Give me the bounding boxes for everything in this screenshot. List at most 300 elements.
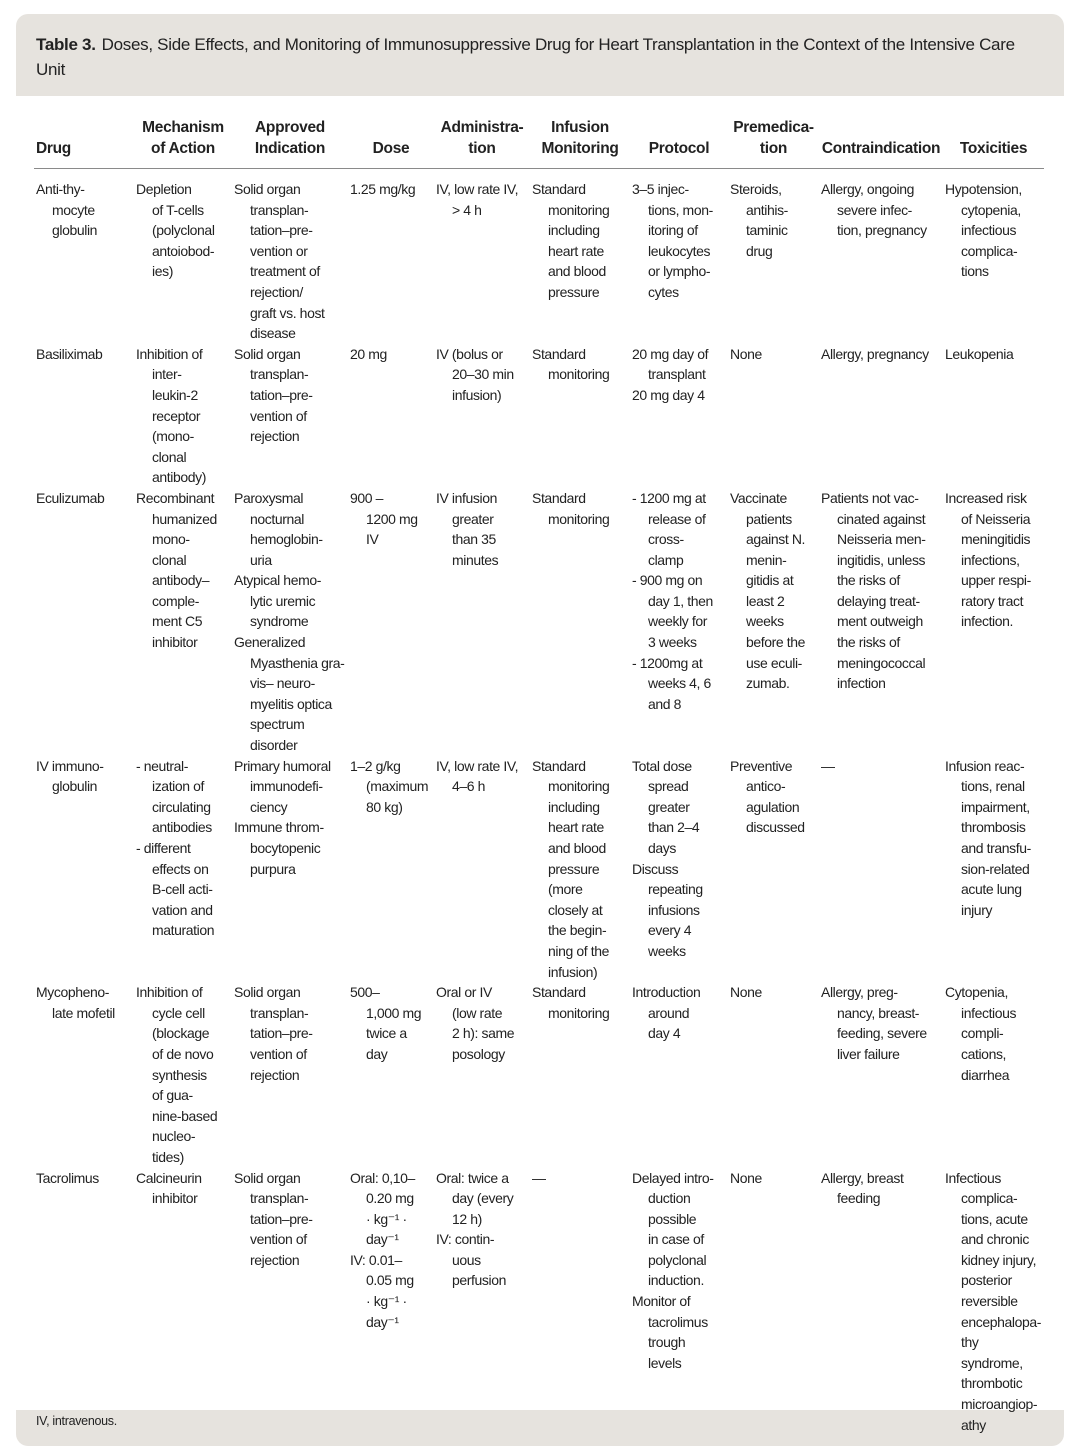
cell-text xyxy=(436,488,527,570)
cell-text xyxy=(532,1168,627,1189)
cell-text xyxy=(350,1168,431,1333)
cell-line: tion, pregnancy xyxy=(837,222,927,239)
cell-drug xyxy=(34,488,134,756)
cell-text xyxy=(730,1168,816,1189)
cell-line: polyclonal xyxy=(648,1251,707,1268)
cell-line: tions, renal xyxy=(961,778,1025,795)
cell-line: 1,000 mg xyxy=(366,1004,422,1021)
cell-drug xyxy=(34,756,134,983)
cell-line: nocturnal xyxy=(250,510,304,527)
cell-line: disorder xyxy=(250,737,298,754)
cell-line: syndrome xyxy=(250,613,309,630)
cell-line: clonal xyxy=(152,551,187,568)
cell-line: Introduction xyxy=(632,984,701,1001)
cell-line: circulating xyxy=(152,798,211,815)
cell-line: drug xyxy=(746,242,773,259)
cell-line: and transfu- xyxy=(961,840,1031,856)
cell-line: — xyxy=(821,757,835,774)
cell-mechanism xyxy=(134,1168,232,1436)
cell-line: posterior xyxy=(961,1272,1012,1289)
cell-line: day (every xyxy=(452,1190,514,1207)
cell-line: Increased risk xyxy=(945,489,1027,506)
cell-toxicities xyxy=(943,169,1044,344)
cell-text xyxy=(36,982,131,1023)
cell-line: tation–pre- xyxy=(250,222,313,239)
cell-text xyxy=(350,756,431,818)
cell-line: infectious xyxy=(961,222,1017,239)
cell-line: IV, low rate IV, xyxy=(436,181,519,197)
cell-text xyxy=(532,179,627,303)
cell-text xyxy=(136,488,229,653)
cell-line: tation–pre- xyxy=(250,386,313,403)
cell-line: 2 h): same xyxy=(452,1025,515,1042)
cell-line: receptor xyxy=(152,407,201,424)
cell-line: (blockage xyxy=(152,1025,210,1042)
cell-text xyxy=(436,1168,527,1292)
cell-line: pressure xyxy=(548,283,600,300)
cell-line: inhibitor xyxy=(152,634,198,651)
cell-premedication xyxy=(728,1168,819,1436)
cell-mechanism xyxy=(134,488,232,756)
cell-line: clamp xyxy=(648,551,684,568)
cell-line: vention or xyxy=(250,242,308,259)
cell-line: severe infec- xyxy=(837,201,912,218)
cell-line: leukocytes xyxy=(648,242,711,259)
cell-line: uous xyxy=(452,1251,481,1268)
cell-line: 12 h) xyxy=(452,1210,482,1227)
cell-premedication xyxy=(728,488,819,756)
cell-monitoring xyxy=(530,1168,630,1436)
cell-line: rejection xyxy=(250,1066,300,1083)
table-footnote: IV, intravenous. xyxy=(36,1414,117,1428)
cell-line: vention of xyxy=(250,1045,307,1062)
cell-line: IV xyxy=(366,531,379,548)
cell-line: - 900 mg on xyxy=(632,572,703,589)
cell-mechanism xyxy=(134,344,232,488)
cell-line: Tacrolimus xyxy=(36,1169,99,1186)
cell-line: spectrum xyxy=(250,716,305,733)
cell-line: transplan- xyxy=(250,201,309,218)
cell-line: and blood xyxy=(548,840,606,856)
cell-line: monitoring xyxy=(548,201,610,218)
cell-text xyxy=(945,982,1041,1085)
cell-text xyxy=(136,179,229,282)
cell-text xyxy=(350,488,431,550)
cell-line: Allergy, breast xyxy=(821,1169,904,1186)
cell-line: None xyxy=(730,345,762,362)
cell-line: 20–30 min xyxy=(452,366,514,383)
cell-text xyxy=(350,344,431,365)
cell-line: Cytopenia, xyxy=(945,984,1008,1001)
cell-line: Anti-thy- xyxy=(36,181,85,197)
cell-line: mocyte xyxy=(52,201,95,218)
table-row xyxy=(34,756,1044,983)
cell-line: · kg⁻¹ · xyxy=(366,1210,407,1227)
cell-line: Atypical hemo- xyxy=(234,572,321,589)
cell-indication xyxy=(232,344,348,488)
cell-line: lytic uremic xyxy=(250,592,316,609)
cell-line: treatment of xyxy=(250,263,320,280)
cell-line: encephalopa- xyxy=(961,1313,1042,1330)
cell-line: ning of the xyxy=(548,942,609,959)
cell-line: microangiop- xyxy=(961,1396,1038,1413)
cell-line: release of xyxy=(648,510,706,527)
cell-line: in case of xyxy=(648,1231,704,1248)
cell-line: infusion) xyxy=(452,386,502,403)
cell-line: Solid organ xyxy=(234,345,301,362)
cell-line: liver failure xyxy=(837,1045,900,1062)
cell-line: delaying treat- xyxy=(837,592,920,609)
cell-line: 20 mg day of xyxy=(632,345,709,362)
cell-toxicities xyxy=(943,1168,1044,1436)
cell-text xyxy=(821,756,940,777)
header-monitoring: Infusion Monitoring xyxy=(530,118,630,169)
table-row xyxy=(34,488,1044,756)
cell-text xyxy=(436,179,527,220)
cell-administration xyxy=(434,344,530,488)
cell-line: greater xyxy=(452,510,494,527)
cell-line: infectious xyxy=(961,1004,1017,1021)
header-contraindication: Contraindication xyxy=(819,118,943,169)
cell-line: thrombosis xyxy=(961,819,1026,836)
cell-administration xyxy=(434,169,530,344)
cell-line: Standard xyxy=(532,757,586,774)
cell-line: monitoring xyxy=(548,1004,610,1021)
cell-line: Neisseria men- xyxy=(837,531,926,548)
cell-line: nancy, breast- xyxy=(837,1004,920,1021)
cell-line: upper respi- xyxy=(961,572,1031,589)
cell-line: Eculizumab xyxy=(36,489,105,506)
cell-line: Discuss xyxy=(632,860,679,877)
cell-line: tation–pre- xyxy=(250,1025,313,1042)
cell-dose xyxy=(348,169,434,344)
cell-line: tions xyxy=(961,263,989,280)
cell-text xyxy=(730,179,816,261)
cell-line: the begin- xyxy=(548,922,607,939)
cell-line: rejection/ xyxy=(250,283,303,300)
cell-text xyxy=(234,756,345,880)
cell-text xyxy=(730,344,816,365)
cell-line: 4–6 h xyxy=(452,778,486,795)
cell-text xyxy=(730,982,816,1003)
cell-line: against N. xyxy=(746,531,806,548)
cell-line: - 1200 mg at xyxy=(632,489,706,506)
table-row xyxy=(34,1168,1044,1436)
cell-line: vention of xyxy=(250,1231,307,1248)
cell-line: disease xyxy=(250,325,296,342)
table-frame xyxy=(16,14,1064,1446)
cell-text xyxy=(945,1168,1041,1436)
cell-line: thy syndrome, xyxy=(961,1334,1023,1371)
table-row xyxy=(34,982,1044,1167)
cell-line: Oral or IV xyxy=(436,984,492,1001)
drug-table xyxy=(34,118,1044,1435)
cell-line: induction. xyxy=(648,1272,704,1289)
cell-line: - neutral- xyxy=(136,757,189,774)
cell-line: feeding xyxy=(837,1190,881,1207)
cell-line: minutes xyxy=(452,551,499,568)
cell-line: complica- xyxy=(961,1190,1018,1207)
cell-line: Generalized xyxy=(234,634,306,651)
cell-text xyxy=(821,982,940,1064)
cell-line: — xyxy=(532,1169,546,1186)
cell-line: Allergy, pregnancy xyxy=(821,345,929,362)
cell-monitoring xyxy=(530,344,630,488)
cell-line: than 35 xyxy=(452,531,496,548)
cell-administration xyxy=(434,1168,530,1436)
cell-line: globulin xyxy=(52,222,98,239)
cell-line: ies) xyxy=(152,263,173,280)
cell-line: infection xyxy=(837,675,886,692)
cell-line: bocytopenic xyxy=(250,840,321,856)
cell-dose xyxy=(348,982,434,1167)
cell-line: vis– neuro- xyxy=(250,675,315,692)
cell-line: Solid organ xyxy=(234,181,301,197)
cell-line: (mono- xyxy=(152,428,194,445)
cell-text xyxy=(234,1168,345,1271)
cell-line: > 4 h xyxy=(452,201,482,218)
cell-line: duction xyxy=(648,1190,691,1207)
cell-line: 0.05 mg xyxy=(366,1272,414,1289)
cell-text xyxy=(945,344,1041,365)
header-row xyxy=(34,118,1044,169)
cell-line: perfusion xyxy=(452,1272,506,1289)
cell-line: weeks xyxy=(648,942,686,959)
header-toxicities: Toxicities xyxy=(943,118,1044,169)
cell-text xyxy=(632,982,725,1044)
cell-line: Primary humoral xyxy=(234,757,331,774)
cell-line: Standard xyxy=(532,489,586,506)
cell-line: of Neisseria xyxy=(961,510,1031,527)
cell-text xyxy=(136,1168,229,1209)
cell-line: Solid organ xyxy=(234,984,301,1001)
cell-line: including xyxy=(548,798,600,815)
cell-line: inter- xyxy=(152,366,182,383)
cell-line: spread xyxy=(648,778,689,795)
cell-line: heart rate xyxy=(548,819,604,836)
cell-contraindication xyxy=(819,756,943,983)
cell-line: effects on xyxy=(152,860,209,877)
cell-dose xyxy=(348,1168,434,1436)
cell-premedication xyxy=(728,344,819,488)
cell-contraindication xyxy=(819,344,943,488)
cell-line: Standard xyxy=(532,984,586,1001)
header-drug: Drug xyxy=(34,118,134,169)
cell-line: closely at xyxy=(548,901,603,918)
cell-line: infusions xyxy=(648,901,700,918)
cell-line: day⁻¹ xyxy=(366,1231,399,1248)
cell-line: 1–2 g/kg xyxy=(350,757,401,774)
cell-line: 500– xyxy=(350,984,380,1001)
cell-text xyxy=(632,1168,725,1374)
cell-premedication xyxy=(728,756,819,983)
cell-line: Steroids, xyxy=(730,181,782,197)
cell-line: of de novo xyxy=(152,1045,214,1062)
cell-line: Oral: twice a xyxy=(436,1169,509,1186)
cell-line: of T-cells xyxy=(152,201,204,218)
cell-line: posology xyxy=(452,1045,505,1062)
cell-protocol xyxy=(630,488,728,756)
cell-line: antibody) xyxy=(152,469,206,486)
cell-line: Recombinant xyxy=(136,489,215,506)
cell-line: 900 – xyxy=(350,489,384,506)
cell-line: injury xyxy=(961,901,993,918)
cell-text xyxy=(36,344,131,365)
cell-line: tions, acute xyxy=(961,1210,1028,1227)
cell-line: clonal xyxy=(152,448,187,465)
cell-dose xyxy=(348,488,434,756)
table-caption xyxy=(36,32,1046,82)
cell-monitoring xyxy=(530,756,630,983)
table-row xyxy=(34,344,1044,488)
cell-line: mono- xyxy=(152,531,190,548)
cell-line: antoiobod- xyxy=(152,242,215,259)
cell-line: ingitidis, unless xyxy=(837,551,926,568)
cell-line: gitidis at xyxy=(746,572,794,589)
cell-text xyxy=(436,344,527,406)
cell-line: Mycopheno- xyxy=(36,984,110,1001)
cell-line: Paroxysmal xyxy=(234,489,304,506)
cell-line: pressure xyxy=(548,860,600,877)
cell-text xyxy=(36,179,131,241)
cell-line: feeding, severe xyxy=(837,1025,927,1042)
cell-text xyxy=(436,982,527,1064)
cell-line: myelitis optica xyxy=(250,695,332,712)
cell-administration xyxy=(434,756,530,983)
cell-line: humanized xyxy=(152,510,217,527)
cell-protocol xyxy=(630,344,728,488)
cell-line: possible xyxy=(648,1210,697,1227)
cell-indication xyxy=(232,169,348,344)
cell-line: levels xyxy=(648,1354,682,1371)
cell-line: transplan- xyxy=(250,366,309,383)
cell-text xyxy=(632,488,725,715)
cell-line: menin- xyxy=(746,551,787,568)
cell-line: weeks xyxy=(746,613,784,630)
cell-protocol xyxy=(630,982,728,1167)
cell-line: vention of xyxy=(250,407,307,424)
cell-line: of gua- xyxy=(152,1087,193,1104)
cell-text xyxy=(532,982,627,1023)
cell-line: Basiliximab xyxy=(36,345,103,362)
cell-monitoring xyxy=(530,488,630,756)
cell-line: synthesis xyxy=(152,1066,207,1083)
cell-line: (low rate xyxy=(452,1004,503,1021)
cell-line: late mofetil xyxy=(52,1004,115,1021)
cell-line: rejection xyxy=(250,1251,300,1268)
cell-line: antico- xyxy=(746,778,786,795)
header-indication: Approved Indication xyxy=(232,118,348,169)
cell-line: and chronic xyxy=(961,1231,1029,1248)
cell-line: day⁻¹ xyxy=(366,1313,399,1330)
cell-administration xyxy=(434,982,530,1167)
cell-line: including xyxy=(548,222,600,239)
cell-dose xyxy=(348,756,434,983)
cell-line: cytopenia, xyxy=(961,201,1021,218)
cell-text xyxy=(36,1168,131,1189)
cell-text xyxy=(730,756,816,838)
cell-mechanism xyxy=(134,169,232,344)
cell-line: Leukopenia xyxy=(945,345,1014,362)
cell-line: thrombotic xyxy=(961,1375,1023,1392)
cell-drug xyxy=(34,982,134,1167)
cell-line: monitoring xyxy=(548,366,610,383)
cell-line: discussed xyxy=(746,819,805,836)
cell-line: heart rate xyxy=(548,242,604,259)
cell-text xyxy=(234,982,345,1085)
cell-line: 0.20 mg xyxy=(366,1190,414,1207)
cell-text xyxy=(532,756,627,983)
cell-line: inhibitor xyxy=(152,1190,198,1207)
cell-line: least 2 xyxy=(746,592,785,609)
cell-line: 1200 mg xyxy=(366,510,418,527)
cell-text xyxy=(730,488,816,694)
cell-line: acute lung xyxy=(961,881,1022,898)
cell-line: IV (bolus or xyxy=(436,345,503,362)
cell-line: kidney injury, xyxy=(961,1251,1037,1268)
cell-line: IV immuno- xyxy=(36,757,104,774)
cell-line: Calcineurin xyxy=(136,1169,202,1186)
cell-dose xyxy=(348,344,434,488)
cell-indication xyxy=(232,982,348,1167)
cell-line: uria xyxy=(250,551,272,568)
cell-line: Solid organ xyxy=(234,1169,301,1186)
cell-line: the risks of xyxy=(837,634,900,651)
cell-protocol xyxy=(630,1168,728,1436)
cell-line: Standard xyxy=(532,181,586,197)
cell-line: Immune throm- xyxy=(234,819,324,836)
cell-text xyxy=(36,756,131,797)
cell-text xyxy=(532,488,627,529)
cell-premedication xyxy=(728,982,819,1167)
cell-line: 3–5 injec- xyxy=(632,181,689,197)
cell-line: 20 mg xyxy=(350,345,387,362)
cell-line: IV: 0.01– xyxy=(350,1251,402,1268)
cell-line: IV infusion xyxy=(436,489,497,506)
cell-line: transplan- xyxy=(250,1190,309,1207)
cell-text xyxy=(632,756,725,962)
cell-line: trough xyxy=(648,1334,686,1351)
cell-text xyxy=(436,756,527,797)
cell-line: taminic xyxy=(746,222,788,239)
cell-line: Allergy, ongoing xyxy=(821,181,914,197)
header-protocol: Protocol xyxy=(630,118,728,169)
cell-text xyxy=(136,756,229,941)
header-administration: Administra- tion xyxy=(434,118,530,169)
cell-line: monitoring xyxy=(548,778,610,795)
cell-line: Inhibition of xyxy=(136,984,203,1001)
cell-line: nucleo- xyxy=(152,1128,196,1145)
cell-drug xyxy=(34,344,134,488)
cell-protocol xyxy=(630,756,728,983)
cell-line: patients xyxy=(746,510,792,527)
cell-text xyxy=(821,1168,940,1209)
cell-line: twice a xyxy=(366,1025,407,1042)
cell-text xyxy=(945,488,1041,632)
cell-mechanism xyxy=(134,756,232,983)
cell-line: (more xyxy=(548,881,583,898)
cell-line: comple- xyxy=(152,592,199,609)
cell-line: maturation xyxy=(152,922,215,939)
cell-line: cations, xyxy=(961,1045,1007,1062)
cell-contraindication xyxy=(819,488,943,756)
cell-line: - 1200mg at xyxy=(632,654,703,671)
cell-text xyxy=(532,344,627,385)
cell-drug xyxy=(34,169,134,344)
cell-line: ment C5 xyxy=(152,613,203,630)
cell-line: antihis- xyxy=(746,201,788,218)
cell-text xyxy=(945,179,1041,282)
